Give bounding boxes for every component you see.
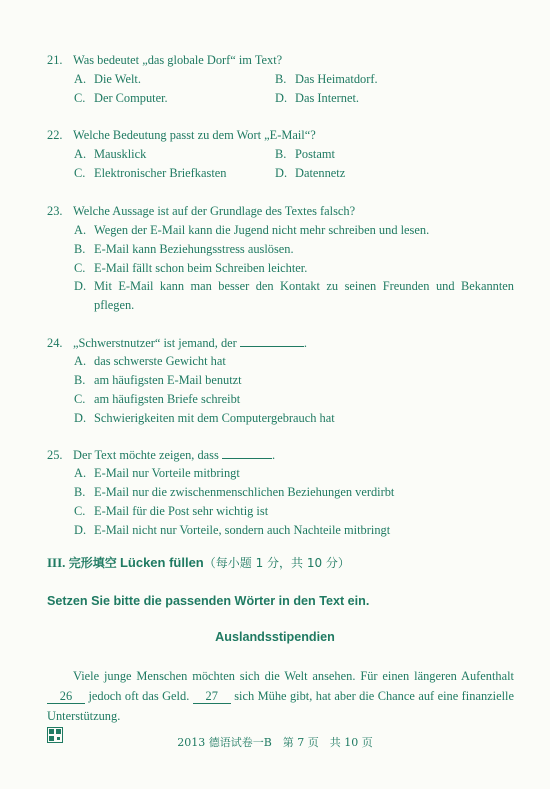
option-22c: C. Elektronischer Briefkasten — [74, 166, 227, 180]
option-24d: D. Schwierigkeiten mit dem Computergebrauch hat — [74, 411, 335, 425]
question-22 — [47, 126, 316, 145]
question-number: 21. — [47, 53, 63, 67]
question-number: 22. — [47, 128, 63, 142]
question-number: 23. — [47, 204, 63, 218]
question-24: 24. „Schwerstnutzer“ ist jemand, der . — [47, 333, 307, 353]
section-de-title: Lücken füllen — [119, 555, 204, 570]
option-25b: B. E-Mail nur die zwischenmenschlichen Beziehungen verdirbt — [74, 485, 395, 499]
option-21a: A. Die Welt. — [74, 72, 141, 86]
passage-text: Viele junge Menschen möchten sich die Welt ansehen. Für einen längeren Aufenthalt — [73, 669, 514, 683]
question-text: Der Text möchte zeigen, dass — [73, 448, 219, 462]
option-21b: B. Das Heimatdorf. — [275, 72, 378, 86]
answer-blank — [240, 333, 304, 347]
option-22d: D. Datennetz — [275, 166, 346, 180]
question-25: 25. Der Text möchte zeigen, dass . — [47, 445, 275, 465]
option-22b: B. Postamt — [275, 147, 335, 161]
option-22a: A. Mausklick — [74, 147, 147, 161]
option-23d: D. Mit E-Mail kann man besser den Kontakt zu seinen Freunden und Bekannten pflegen. — [74, 279, 514, 312]
question-text: Was bedeutet „das globale Dorf“ im Text? — [73, 53, 283, 67]
question-text: Welche Bedeutung passt zu dem Wort „E-Mail“? — [73, 128, 316, 142]
passage-text: jedoch oft das Geld. — [88, 689, 190, 703]
option-24c: C. am häufigsten Briefe schreibt — [74, 392, 241, 406]
cloze-gap-26: 26 — [47, 689, 85, 704]
section-cn-title: 完形填空 — [68, 556, 117, 570]
section-points: （每小题 1 分，共 10 分） — [203, 556, 350, 570]
cloze-gap-27: 27 — [193, 689, 231, 704]
option-25c: C. E-Mail für die Post sehr wichtig ist — [74, 504, 269, 518]
instruction: Setzen Sie bitte die passenden Wörter in den Text ein. — [47, 594, 370, 608]
option-21c: C. Der Computer. — [74, 91, 168, 105]
option-23c: C. E-Mail fällt schon beim Schreiben leichter. — [74, 261, 308, 275]
passage-title: Auslandsstipendien — [215, 630, 335, 644]
question-text: Welche Aussage ist auf der Grundlage des Textes falsch? — [73, 204, 356, 218]
option-25a: A. E-Mail nur Vorteile mitbringt — [74, 466, 240, 480]
answer-blank — [222, 445, 272, 459]
section-heading — [47, 554, 350, 571]
option-21d: D. Das Internet. — [275, 91, 359, 105]
page-footer: 2013 德语试卷一B 第 7 页 共 10 页 — [177, 736, 373, 749]
option-25d: D. E-Mail nicht nur Vorteile, sondern auch Nachteile mitbringt — [74, 523, 391, 537]
passage-paragraph — [47, 666, 514, 726]
question-number: 25. — [47, 448, 63, 462]
question-text: „Schwerstnutzer“ ist jemand, der — [73, 336, 237, 350]
option-24b: B. am häufigsten E-Mail benutzt — [74, 373, 242, 387]
passage-text: sich Mühe gibt, hat aber die Chance auf eine finanzielle Unterstützung. — [47, 689, 514, 723]
option-23b: B. E-Mail kann Beziehungsstress auslösen. — [74, 242, 294, 256]
question-21 — [47, 51, 282, 70]
question-number: 24. — [47, 336, 63, 350]
section-roman: III. — [47, 555, 66, 570]
question-23 — [47, 202, 355, 221]
option-24a: A. das schwerste Gewicht hat — [74, 354, 226, 368]
option-23a: A. Wegen der E-Mail kann die Jugend nicht mehr schreiben und lesen. — [74, 223, 430, 237]
